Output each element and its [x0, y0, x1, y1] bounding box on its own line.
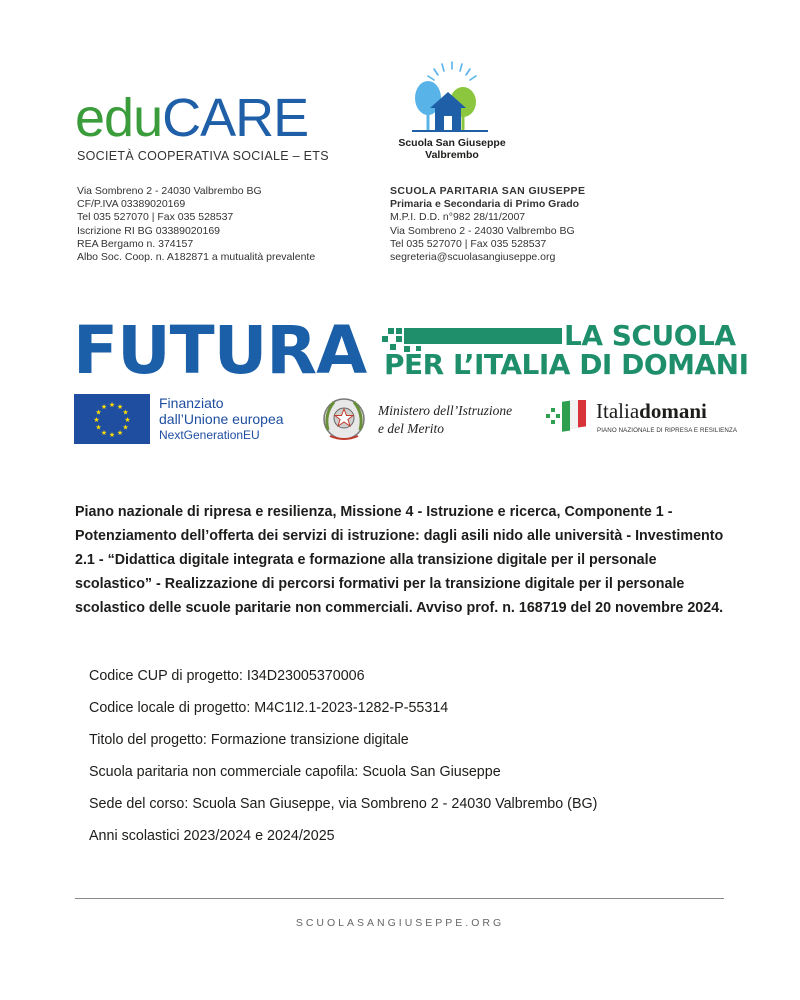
italiadomani-logo — [596, 399, 707, 424]
school-tree-logo-icon — [408, 60, 492, 134]
svg-text:★: ★ — [100, 429, 108, 437]
futura-line2: PER L’ITALIA DI DOMANI — [384, 348, 749, 381]
eu-flag-icon — [74, 394, 150, 444]
educare-info-line: Iscrizione RI BG 03389020169 — [77, 224, 221, 237]
ministero-text — [378, 402, 512, 438]
svg-text:★: ★ — [122, 423, 129, 432]
pnrr-tagline: PIANO NAZIONALE DI RIPRESA E RESILIENZA — [597, 427, 738, 434]
ministero-line: e del Merito — [378, 421, 444, 436]
eu-line: Finanziato — [159, 395, 224, 411]
italiadomani-part: Italia — [596, 399, 640, 423]
educare-info-line: Albo Soc. Coop. n. A182871 a mutualità prevalente — [77, 251, 316, 264]
eu-line: NextGenerationEU — [159, 428, 260, 442]
educare-logo — [75, 88, 308, 148]
educare-logo-edu: edu — [75, 88, 163, 148]
educare-info — [77, 185, 315, 264]
svg-text:★: ★ — [116, 429, 124, 437]
futura-line1: LA SCUOLA — [564, 319, 736, 352]
detail-line: Codice locale di progetto: M4C1I2.1-2023-1282-P-55314 — [89, 700, 449, 716]
futura-title: FUTURA — [73, 312, 367, 389]
school-title: SCUOLA PARITARIA SAN GIUSEPPE — [390, 185, 586, 197]
svg-text:★: ★ — [124, 416, 131, 424]
educare-logo-care: CARE — [162, 88, 309, 148]
svg-text:★: ★ — [95, 423, 102, 432]
detail-line: Sede del corso: Scuola San Giuseppe, via Sombreno 2 - 24030 Valbrembo (BG) — [89, 796, 598, 812]
italia-domani-flag-icon — [546, 400, 590, 438]
school-logo-name — [372, 137, 532, 161]
footer-website[interactable]: SCUOLASANGIUSEPPE.ORG — [295, 917, 505, 929]
school-logo-line: Scuola San Giuseppe — [398, 137, 506, 149]
detail-line: Codice CUP di progetto: I34D23005370006 — [89, 668, 365, 684]
educare-info-line: Via Sombreno 2 - 24030 Valbrembo BG — [77, 185, 262, 197]
italian-emblem-icon — [320, 394, 368, 444]
educare-info-line: REA Bergamo n. 374157 — [77, 237, 194, 250]
school-info-line: Via Sombreno 2 - 24030 Valbrembo BG — [390, 224, 575, 237]
svg-text:★: ★ — [122, 408, 129, 417]
ministero-line: Ministero dell’Istruzione — [378, 403, 513, 418]
italiadomani-part: domani — [639, 399, 707, 423]
school-info-line: segreteria@scuolasangiuseppe.org — [390, 251, 556, 264]
school-info-line: M.P.I. D.D. n°982 28/11/2007 — [390, 211, 526, 224]
educare-info-line: Tel 035 527070 | Fax 035 528537 — [77, 211, 234, 224]
school-info-line: Tel 035 527070 | Fax 035 528537 — [390, 237, 547, 250]
project-details — [89, 664, 597, 856]
detail-line: Titolo del progetto: Formazione transizione digitale — [89, 732, 409, 748]
svg-text:★: ★ — [116, 403, 124, 411]
school-info — [390, 185, 585, 264]
svg-text:★: ★ — [93, 416, 100, 424]
eu-line: dall’Unione europea — [159, 411, 284, 427]
school-logo-line: Valbrembo — [425, 149, 479, 161]
svg-text:★: ★ — [100, 403, 108, 411]
educare-info-line: CF/P.IVA 03389020169 — [77, 198, 186, 211]
project-description: Piano nazionale di ripresa e resilienza, Missione 4 - Istruzione e ricerca, Componente 1 - Potenziamento dell’offerta dei servizi di istruzione: dagli asili nido alle università - Investimento 2.1 - “Didattica digitale integrata e formazione alla transizione digitale per il personale scolastico” - Realizzazione di percorsi formativi per la transizione digitale per il personale scolastico delle scuole paritarie non commerciali. Avviso prof. n. 168719 del 20 novembre 2024. — [75, 504, 724, 616]
svg-text:★: ★ — [108, 401, 116, 409]
detail-line: Anni scolastici 2023/2024 e 2024/2025 — [89, 828, 335, 844]
svg-text:★: ★ — [95, 408, 102, 417]
svg-text:★: ★ — [108, 431, 116, 439]
detail-line: Scuola paritaria non commerciale capofila: Scuola San Giuseppe — [89, 764, 501, 780]
educare-subtitle: SOCIETÀ COOPERATIVA SOCIALE – ETS — [77, 149, 329, 163]
school-subtitle: Primaria e Secondaria di Primo Grado — [390, 198, 580, 211]
eu-text — [159, 395, 284, 443]
footer-divider — [75, 898, 724, 899]
